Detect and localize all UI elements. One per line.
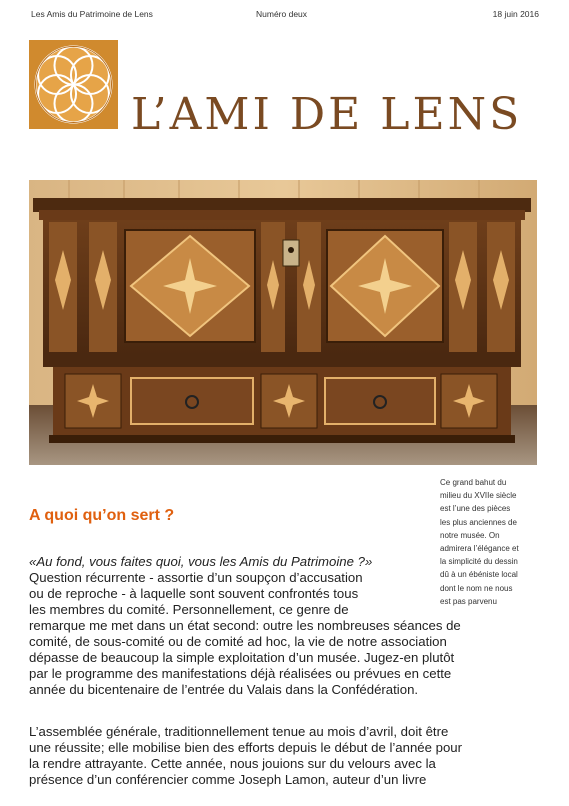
paragraph-line: présence d’un conférencier comme Joseph Lamon, auteur d’un livre [29,772,427,787]
caption-line: dont le nom ne nous [440,583,513,593]
article-paragraph-1 [29,554,529,698]
paragraph-line: remarque me met dans un état second: outre les nombreuses séances de [29,618,461,633]
wooden-chest-photo [29,180,537,465]
caption-line: les plus anciennes de [440,517,517,527]
caption-line: notre musée. On [440,530,500,540]
header-date: 18 juin 2016 [492,9,539,19]
caption-line: dû à un ébéniste local [440,570,518,580]
paragraph-line: dépasse de beaucoup la simple exploitation d’un musée. Jugez-en plutôt [29,650,455,665]
paragraph-line: année du bicentenaire de l’entrée du Valais dans la Confédération. [29,682,419,697]
article-paragraph-2 [29,724,529,788]
paragraph-line: ou de reproche - à laquelle sont souvent confrontés tous [29,586,359,601]
caption-line: est pas parvenu [440,596,497,606]
paragraph-line: Question récurrente - assortie d’un soupçon d’accusation [29,570,363,585]
caption-line: la simplicité du dessin [440,557,518,567]
caption-line: milieu du XVIIe siècle [440,491,517,501]
header-publisher: Les Amis du Patrimoine de Lens [31,9,153,19]
star-rosette-logo-icon [29,40,118,129]
paragraph-line: la rendre attrayante. Cette année, nous jouions sur du velours avec la [29,756,436,771]
paragraph-line: une réussite; elle mobilise bien des efforts depuis le début de l’année pour [29,740,463,755]
caption-line: est l’une des pièces [440,504,511,514]
paragraph-line: par le programme des manifestations déjà réalisées ou prévues en cette [29,666,452,681]
paragraph-line: L’assemblée générale, traditionnellement tenue au mois d’avril, doit être [29,724,449,739]
opening-quote: «Au fond, vous faites quoi, vous les Amis du Patrimoine ?» [29,554,373,569]
caption-line: admirera l’élégance et [440,544,519,554]
masthead-title: L’AMI DE LENS [131,89,523,141]
caption-line: Ce grand bahut du [440,478,507,487]
header-issue: Numéro deux [256,9,308,19]
paragraph-line: comité, de sous-comité ou de comité ad hoc, la vie de notre association [29,634,447,649]
paragraph-line: les membres du comité. Personnellement, ce genre de [29,602,349,617]
article-title: A quoi qu’on sert ? [29,507,175,524]
